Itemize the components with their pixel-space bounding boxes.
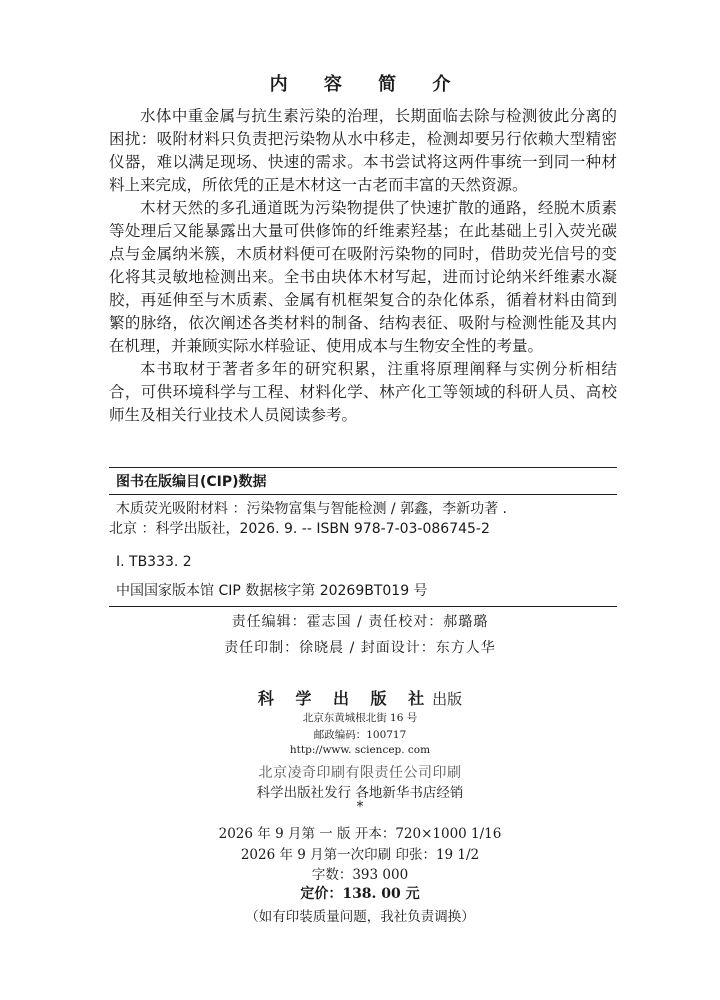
cip-record-number: 中国国家版本馆 CIP 数据核字第 20269BT019 号: [116, 583, 428, 599]
publisher-website: http://www. sciencep. com: [289, 744, 431, 756]
impression-line: 2026 年 9 月第一次印刷 印张：19 1/2: [240, 847, 480, 863]
publisher-suffix: 出版: [432, 690, 463, 708]
editor-credits: 责任编辑：霍志国 / 责任校对：郝璐璐: [231, 614, 489, 630]
publisher-logo: 科 学 出 版 社: [257, 689, 433, 708]
cip-top-rule: [109, 467, 617, 468]
publisher-line: [0, 686, 720, 709]
intro-abstract: [109, 105, 617, 427]
word-count: 字数：393 000: [311, 867, 409, 883]
cip-classification: Ⅰ. TB333. 2: [116, 554, 192, 570]
publisher-address: 北京东黄城根北街 16 号: [302, 712, 418, 724]
cip-heading: 图书在版编目(CIP)数据: [116, 474, 267, 490]
edition-line: 2026 年 9 月第 一 版 开本：720×1000 1/16: [218, 826, 502, 842]
intro-title: 内 容 简 介: [269, 74, 466, 95]
cip-heading-rule: [109, 494, 617, 495]
cip-line-1: 木质荧光吸附材料 ：污染物富集与智能检测 / 郭鑫，李新功著 .: [116, 501, 507, 517]
production-credits: 责任印制：徐晓晨 / 封面设计：东方人华: [224, 640, 496, 656]
quality-notice: （如有印装质量问题，我社负责调换）: [245, 909, 475, 925]
intro-paragraph: 水体中重金属与抗生素污染的治理，长期面临去除与检测彼此分离的困扰：吸附材料只负责把污染物从水中移走，检测却要另行依赖大型精密仪器，难以满足现场、快速的需求。本书尝试将这两件事统一到同一种材料上来完成，所依凭的正是木材这一古老而丰富的天然资源。: [109, 107, 617, 194]
cip-line-2: 北京 ：科学出版社，2026. 9. -- ISBN 978-7-03-086745-2: [109, 521, 490, 537]
publisher-postcode: 邮政编码：100717: [313, 729, 407, 741]
price: 定价：138. 00 元: [300, 886, 420, 902]
intro-paragraph: 木材天然的多孔通道既为污染物提供了快速扩散的通路，经脱木质素等处理后又能暴露出大量可供修饰的纤维素羟基；在此基础上引入荧光碳点与金属纳米簇，木质材料便可在吸附污染物的同时，借助荧光信号的变化将其灵敏地检测出来。全书由块体木材写起，进而讨论纳米纤维素水凝胶，再延伸至与木质素、金属有机框架复合的杂化体系，循着材料由简到繁的脉络，依次阐述各类材料的制备、结构表征、吸附与检测性能及其内在机理，并兼顾实际水样验证、使用成本与生物安全性的考量。: [109, 199, 617, 355]
distribution-line: 科学出版社发行 各地新华书店经销: [256, 785, 464, 801]
intro-paragraph: 本书取材于著者多年的研究积累，注重将原理阐释与实例分析相结合，可供环境科学与工程、材料化学、林产化工等领域的科研人员、高校师生及相关行业技术人员阅读参考。: [109, 360, 617, 424]
separator-star: *: [356, 799, 364, 815]
cip-bottom-rule: [109, 606, 617, 607]
printer-name: 北京凌奇印刷有限责任公司印刷: [258, 765, 462, 781]
